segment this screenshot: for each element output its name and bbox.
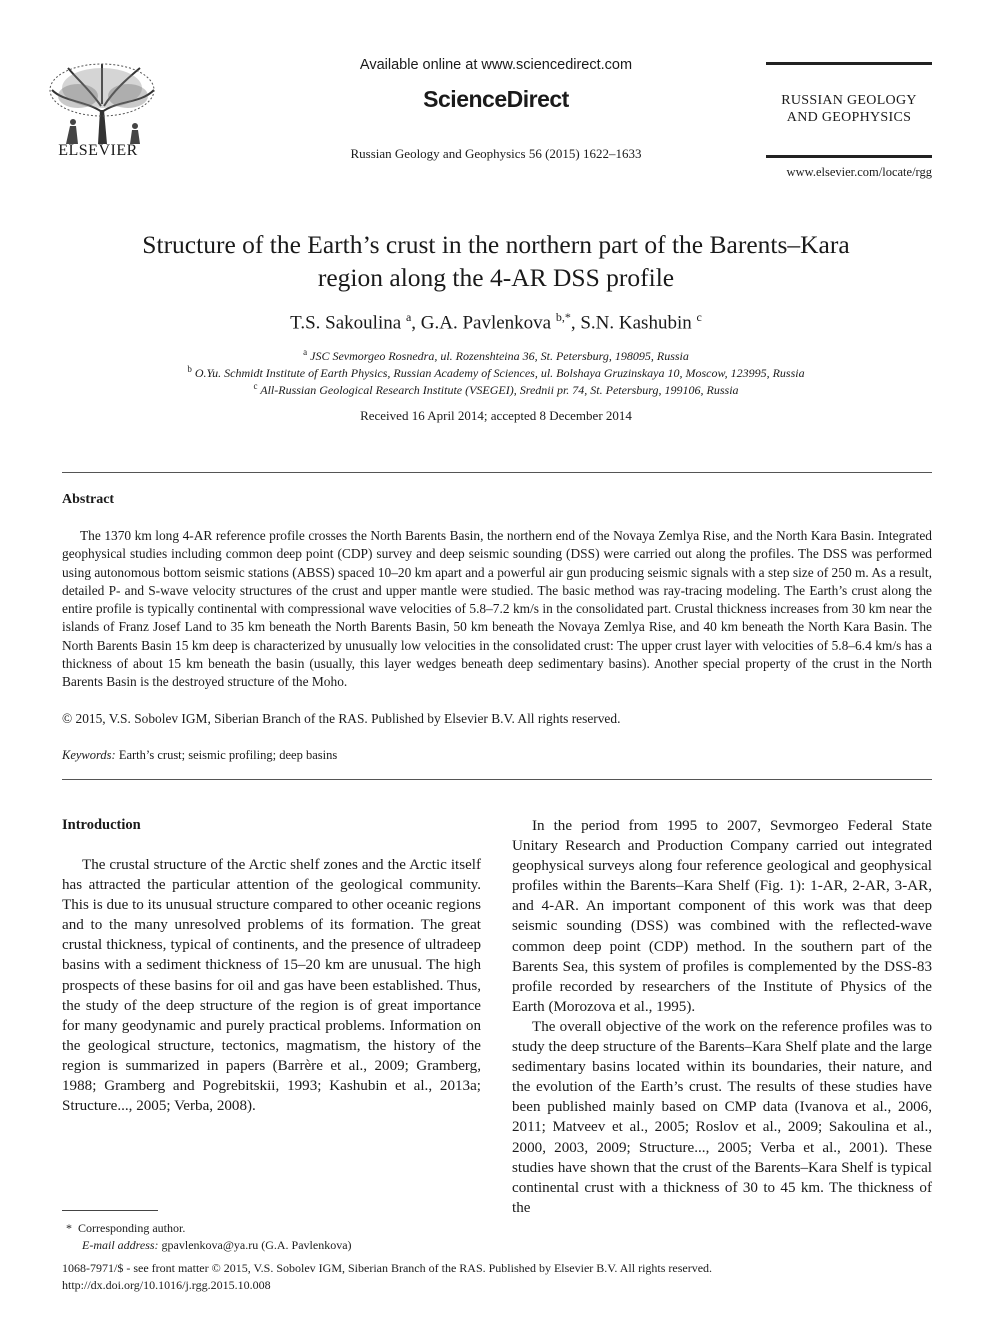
- author-affiliation-mark: c: [696, 310, 702, 324]
- received-dates: Received 16 April 2014; accepted 8 December 2014: [360, 408, 632, 423]
- journal-banner-line2: AND GEOPHYSICS: [786, 110, 912, 125]
- journal-url[interactable]: www.elsevier.com/locate/rgg: [786, 165, 932, 179]
- abstract-text: The 1370 km long 4-AR reference profile crosses the North Barents Basin, the northern end of the Novaya Zemlya Rise, and the North Kara Basin. Integrated geophysical studies including common deep point (CDP) survey and deep seismic sounding (DSS) were carried out along the profiles. The DSS was performed using autonomous bottom seismic stations (ABSS) spaced 10–20 km apart and a powerful air gun producing seismic signals with a step size of 250 m. As a result, detailed P- and S-wave velocity structures of the crust and upper mantle were studied. The basic method was ray-tracing modeling. The Earth’s crust along the entire profile is typically continental with compressional wave velocities of 5.8–7.2 km/s in the consolidated part. Crustal thickness increases from 30 km near the islands of Franz Josef Land to 35 km beneath the North Barents Basin, 50 km beneath the Novaya Zemlya Rise, and 40 km beneath the North Kara Basin. The North Barents Basin 15 km deep is characterized by unusually low velocities in the consolidated crust: The upper crust layer with velocities of 5.8–6.4 km/s has a thickness of about 15 km beneath the basin (usually, this layer wedges beneath deep sedimentary basins). Another special property of the crust in the North Barents Basin is the destroyed structure of the Moho.: [62, 528, 932, 690]
- keywords: [62, 748, 932, 763]
- tree-icon: [44, 60, 162, 144]
- author-affiliation-mark: b,*: [555, 310, 571, 324]
- corresponding-author-note: [66, 1221, 185, 1236]
- journal-banner-title: [766, 92, 932, 126]
- email-address[interactable]: gpavlenkova@ya.ru (G.A. Pavlenkova): [161, 1238, 352, 1252]
- affiliation-mark: c: [253, 381, 258, 391]
- affiliation: [60, 381, 932, 398]
- available-online-note: Available online at www.sciencedirect.com: [359, 57, 633, 73]
- sciencedirect-logo: ScienceDirect: [423, 86, 569, 112]
- doi-link[interactable]: http://dx.doi.org/10.1016/j.rgg.2015.10.008: [62, 1278, 271, 1292]
- footnote-mark: *: [66, 1221, 72, 1235]
- journal-banner-rule-bottom: [766, 155, 932, 158]
- article-title-line1: Structure of the Earth’s crust in the northern part of the Barents–Kara: [142, 230, 850, 259]
- abstract-copyright: © 2015, V.S. Sobolev IGM, Siberian Branch of the RAS. Published by Elsevier B.V. All rights reserved.: [62, 711, 621, 726]
- author-list: [60, 310, 932, 334]
- affiliation-mark: b: [187, 364, 192, 374]
- author-name: S.N. Kashubin: [580, 312, 692, 334]
- email-label: E-mail address:: [82, 1238, 159, 1252]
- divider: [62, 779, 932, 780]
- body-paragraph: The overall objective of the work on the reference profiles was to study the deep structure of the Barents–Kara Shelf plate and the large sedimentary basins located within its boundaries, their nature, and the evolution of the Earth’s crust. The results of these studies have been published mainly based on CMP data (Ivanova et al., 2006, 2011; Matveev et al., 2005; Roslov et al., 2009; Sakoulina et al., 2000, 2003, 2009; Structure..., 2005; Verba et al., 2001). These studies have shown that the crust of the Barents–Kara Shelf is typical continental crust with a thickness of 30 to 45 km. The thickness of the: [512, 1018, 932, 1216]
- keywords-label: Keywords:: [62, 748, 116, 762]
- affiliation: [60, 347, 932, 364]
- journal-banner-line1: RUSSIAN GEOLOGY: [781, 93, 917, 108]
- author-separator: ,: [570, 312, 581, 334]
- divider: [62, 472, 932, 473]
- footnote-rule: [62, 1210, 158, 1211]
- author-separator: ,: [411, 312, 421, 334]
- author-name: G.A. Pavlenkova: [420, 312, 552, 334]
- affiliation-mark: a: [303, 347, 308, 357]
- article-title: [60, 228, 932, 294]
- affiliation-text: JSC Sevmorgeo Rosnedra, ul. Rozenshteina 36, St. Petersburg, 198095, Russia: [310, 349, 689, 363]
- section-heading-introduction: Introduction: [62, 817, 141, 833]
- journal-banner-rule-top: [766, 62, 932, 65]
- journal-reference: Russian Geology and Geophysics 56 (2015) 1622–1633: [350, 146, 642, 161]
- body-paragraph: The crustal structure of the Arctic shelf zones and the Arctic itself has attracted the particular attention of the geological community. This is due to its unusual structure compared to other oceanic regions and to the many unresolved problems of its formation. The great crustal thickness, typical of continents, and the presence of ultradeep basins with a sediment thickness of 15–20 km are unusual. The high prospects of these basins for oil and gas have been established. Thus, the study of the deep structure of the region is of great importance for many geodynamic and purely practical problems. Information on the geological structure, tectonics, magmatism, the history of the region is summarized in papers (Barrère et al., 2009; Gramberg, 1988; Gramberg and Pogrebitskii, 1993; Kashubin et al., 2013a; Structure..., 2005; Verba, 2008).: [62, 857, 481, 1115]
- body-paragraph: In the period from 1995 to 2007, Sevmorgeo Federal State Unitary Research and Production Company carried out integrated geophysical surveys along four reference geological and geophysical profiles within the Barents–Kara Shelf (Fig. 1): 1-AR, 2-AR, 3-AR, and 4-AR. An important component of this work was that deep seismic sounding (DSS) was combined with the reflected-wave common deep point (CDP) method. In the southern part of the Barents Sea, this system of profiles is complemented by the DSS-83 profile recorded by researchers of the Institute of Physics of the Earth (Morozova et al., 1995).: [512, 818, 932, 1015]
- affiliation-text: All-Russian Geological Research Institute (VSEGEI), Srednii pr. 74, St. Petersburg, 199106, Russia: [260, 383, 739, 397]
- article-title-line2: region along the 4-AR DSS profile: [317, 263, 675, 292]
- abstract-heading: Abstract: [62, 492, 115, 507]
- footnote-text: Corresponding author.: [78, 1221, 186, 1235]
- affiliation: [60, 364, 932, 381]
- author-name: T.S. Sakoulina: [290, 312, 402, 334]
- author-affiliation-mark: a: [405, 310, 412, 324]
- right-column: [512, 816, 932, 1218]
- keywords-list: Earth’s crust; seismic profiling; deep basins: [118, 748, 338, 762]
- email-note: [82, 1238, 352, 1253]
- affiliation-text: O.Yu. Schmidt Institute of Earth Physics, Russian Academy of Sciences, ul. Bolshaya Gruzinskaya 10, Moscow, 123995, Russia: [194, 366, 805, 380]
- elsevier-wordmark: ELSEVIER: [58, 142, 138, 159]
- issn-line: 1068-7971/$ - see front matter © 2015, V.S. Sobolev IGM, Siberian Branch of the RAS. Published by Elsevier B.V. All rights reserved.: [62, 1261, 713, 1275]
